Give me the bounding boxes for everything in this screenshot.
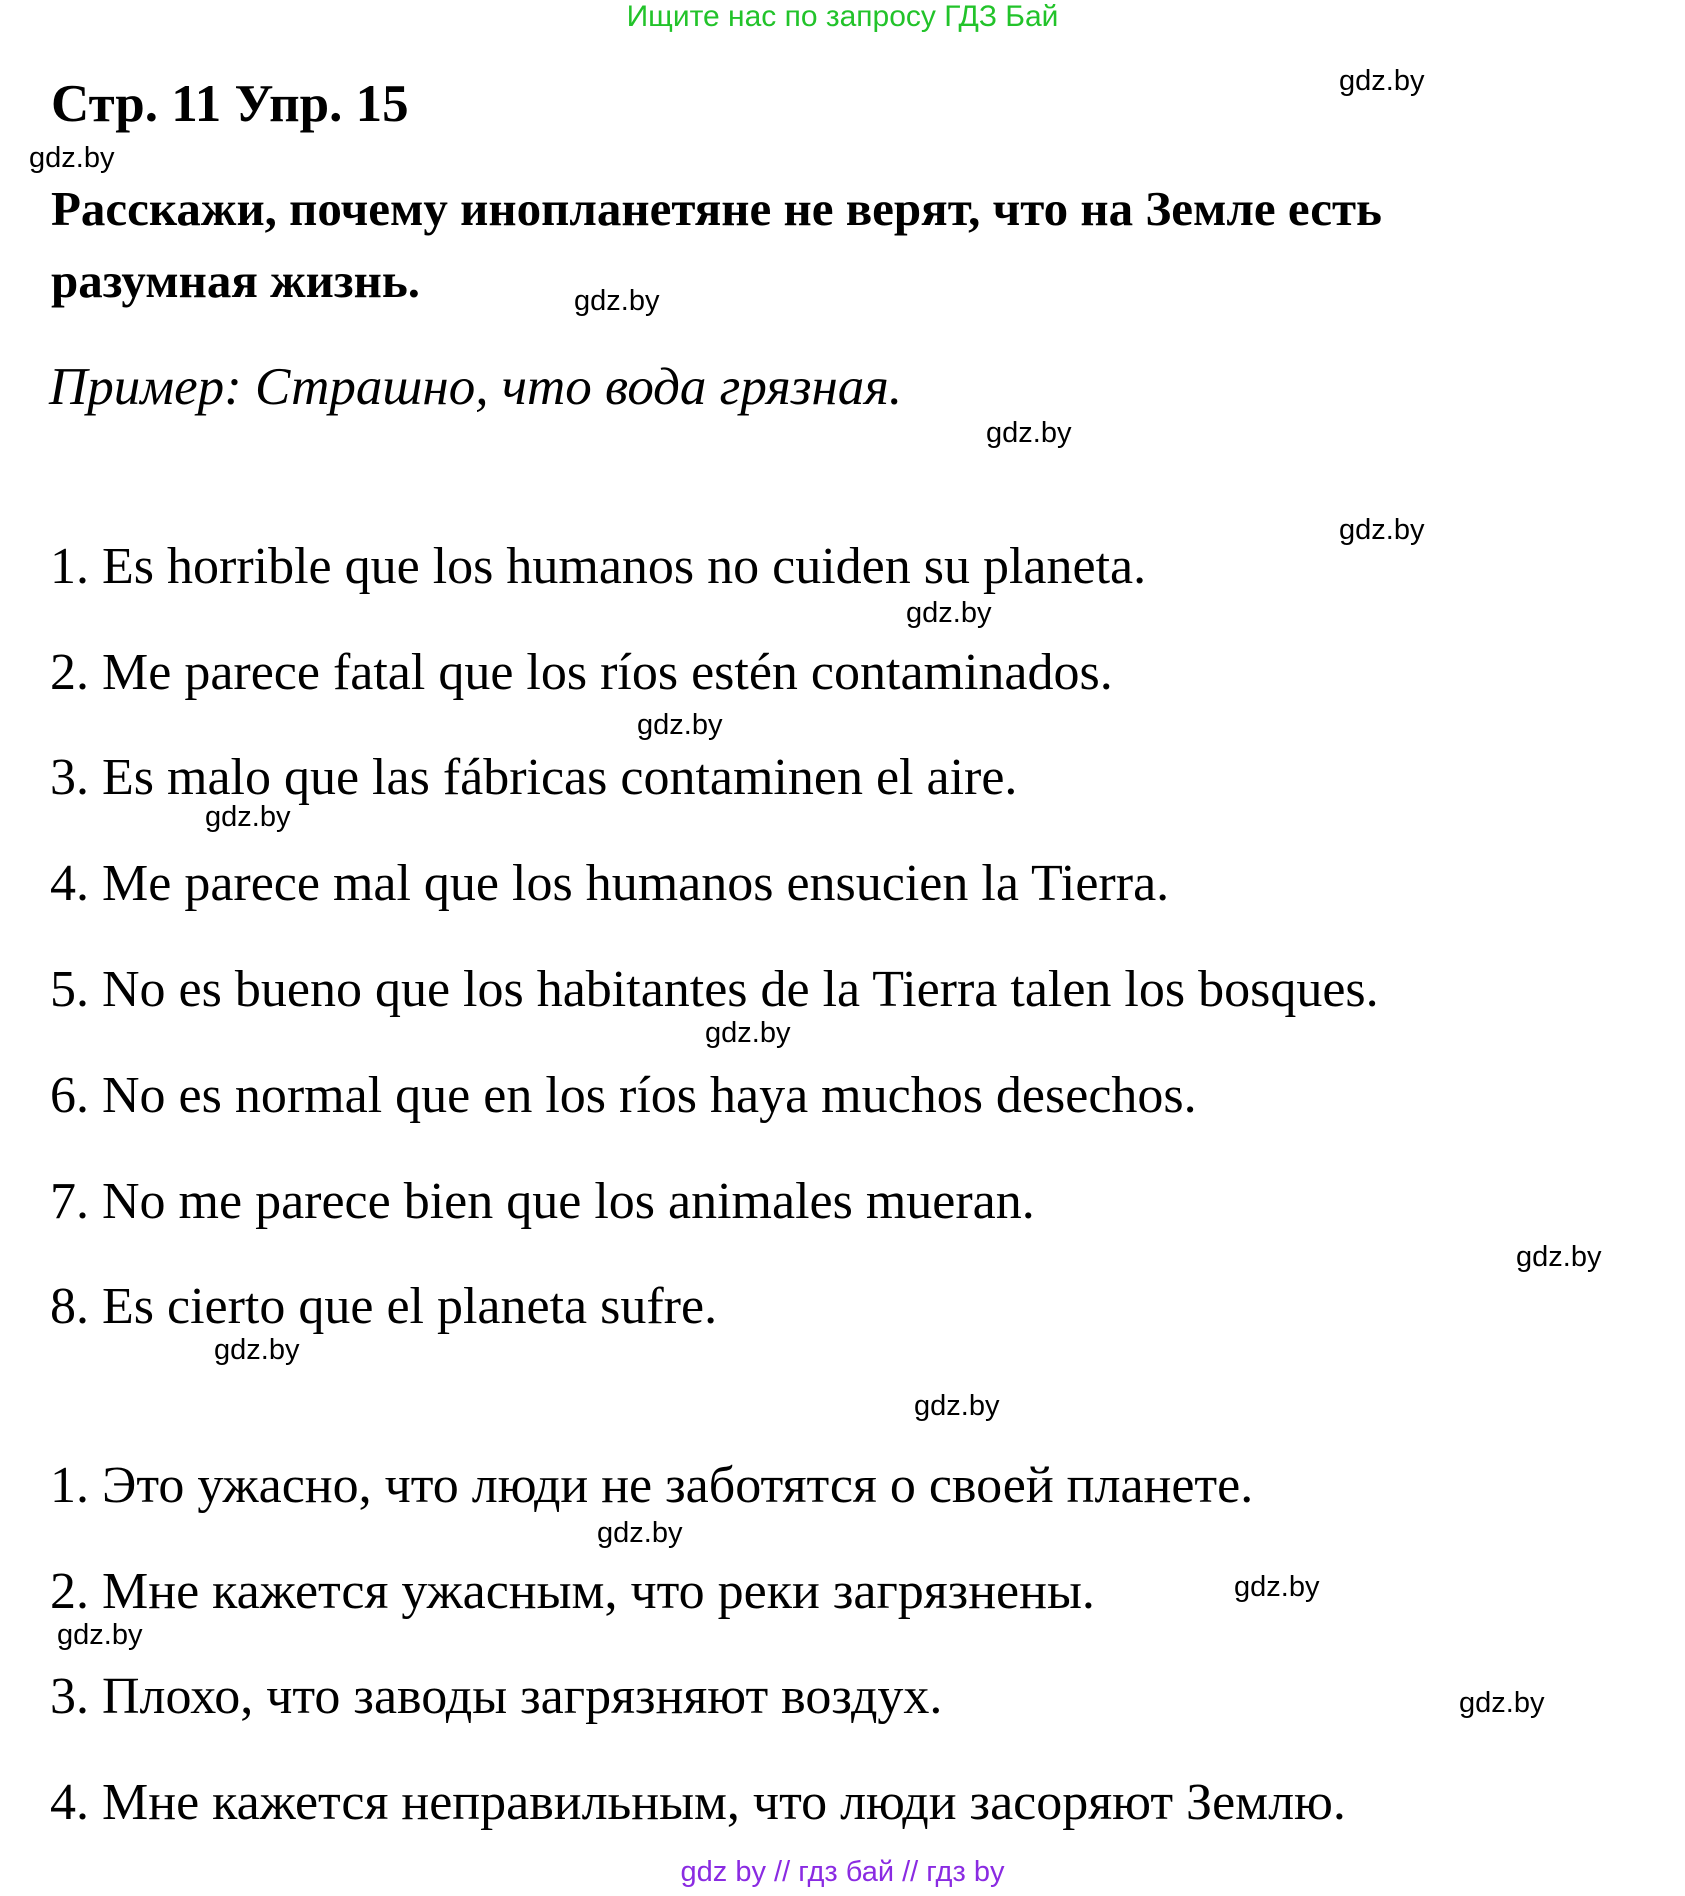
- example-sentence: Пример: Страшно, что вода грязная.: [49, 358, 903, 416]
- top-banner: Ищите нас по запросу ГДЗ Бай: [626, 0, 1059, 33]
- spanish-answer-4: 4. Me parece mal que los humanos ensucien la Tierra.: [50, 855, 1170, 912]
- watermark: gdz.by: [1339, 65, 1425, 97]
- watermark: gdz.by: [906, 597, 992, 629]
- russian-answer-3: 3. Плохо, что заводы загрязняют воздух.: [50, 1668, 943, 1725]
- page-heading: Стр. 11 Упр. 15: [51, 75, 409, 133]
- spanish-answer-3: 3. Es malo que las fábricas contaminen el aire.: [50, 749, 1018, 806]
- spanish-answer-6: 6. No es normal que en los ríos haya muchos desechos.: [50, 1067, 1197, 1124]
- spanish-answer-5: 5. No es bueno que los habitantes de la Tierra talen los bosques.: [50, 961, 1379, 1018]
- spanish-answer-8: 8. Es cierto que el planeta sufre.: [50, 1278, 718, 1335]
- watermark: gdz.by: [57, 1619, 143, 1651]
- spanish-answer-7: 7. No me parece bien que los animales mueran.: [50, 1173, 1035, 1230]
- russian-answer-1: 1. Это ужасно, что люди не заботятся о своей планете.: [50, 1457, 1254, 1514]
- russian-answer-4: 4. Мне кажется неправильным, что люди засоряют Землю.: [50, 1774, 1346, 1831]
- watermark: gdz.by: [597, 1517, 683, 1549]
- task-line-2: разумная жизнь.: [51, 253, 420, 308]
- watermark: gdz.by: [214, 1334, 300, 1366]
- footer-watermark: gdz by // гдз бай // гдз by: [680, 1856, 1005, 1888]
- watermark: gdz.by: [1234, 1571, 1320, 1603]
- watermark: gdz.by: [205, 801, 291, 833]
- task-line-1: Расскажи, почему инопланетяне не верят, что на Земле есть: [51, 181, 1382, 236]
- watermark: gdz.by: [705, 1017, 791, 1049]
- watermark: gdz.by: [637, 709, 723, 741]
- watermark: gdz.by: [1339, 514, 1425, 546]
- watermark: gdz.by: [986, 417, 1072, 449]
- watermark: gdz.by: [1516, 1241, 1602, 1273]
- watermark: gdz.by: [574, 285, 660, 317]
- spanish-answer-2: 2. Me parece fatal que los ríos estén contaminados.: [50, 644, 1113, 701]
- russian-answer-2: 2. Мне кажется ужасным, что реки загрязнены.: [50, 1563, 1095, 1620]
- watermark: gdz.by: [29, 142, 115, 174]
- spanish-answer-1: 1. Es horrible que los humanos no cuiden su planeta.: [50, 538, 1147, 595]
- watermark: gdz.by: [914, 1390, 1000, 1422]
- watermark: gdz.by: [1459, 1687, 1545, 1719]
